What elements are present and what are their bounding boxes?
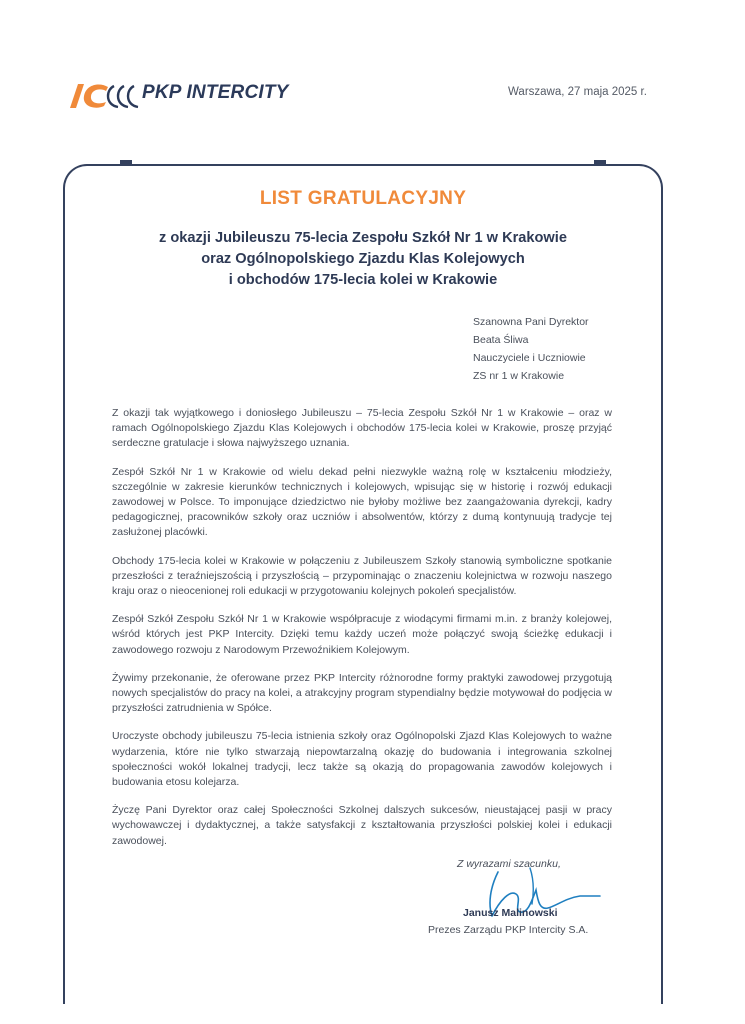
addressee-line: Beata Śliwa (473, 334, 529, 346)
signatory-name: Janusz Malinowski (463, 907, 558, 919)
letter-date: Warszawa, 27 maja 2025 r. (508, 86, 647, 98)
frame-notch-right (594, 160, 606, 166)
addressee-line: ZS nr 1 w Krakowie (473, 370, 565, 382)
frame-notch-left (120, 160, 132, 166)
body-paragraph: Z okazji tak wyjątkowego i doniosłego Jubileuszu – 75-lecia Zespołu Szkół Nr 1 w Krakowie – oraz w ramach Ogólnopolskiego Zjazdu Klas Kolejowych i obchodów 175-lecia kolei w Krakowie, proszę przyjąć serdeczne gratulacje i słowa najwyższego uznania. (112, 407, 612, 450)
intercity-logo-icon (64, 78, 140, 112)
closing-phrase: Z wyrazami szacunku, (457, 858, 561, 870)
signatory-role: Prezes Zarządu PKP Intercity S.A. (428, 924, 589, 936)
subtitle-line: oraz Ogólnopolskiego Zjazdu Klas Kolejowych (201, 251, 525, 267)
pkp-intercity-logo (64, 78, 294, 112)
body-paragraph: Żywimy przekonanie, że oferowane przez PKP Intercity różnorodne formy praktyki zawodowej przygotują nowych specjalistów do pracy na kolei, a atrakcyjny program stypendialny będzie motywował do podjęcia w przyszłości zatrudnienia w Spółce. (112, 671, 612, 715)
letter-body (112, 406, 612, 862)
body-paragraph: Zespół Szkół Nr 1 w Krakowie od wielu dekad pełni niezwykle ważną rolę w kształceniu młodzieży, szczególnie w zakresie kierunków technicznych i kolejowych, wpisując się w historię i rozwój edukacji zawodowej w Polsce. To imponujące dziedzictwo nie byłoby możliwe bez zaangażowania dyrekcji, kadry pedagogicznej, pracowników szkoły oraz uczniów i absolwentów, którzy z dumą kontynuują tradycje tej zasłużonej placówki. (112, 465, 612, 539)
body-paragraph: Uroczyste obchody jubileuszu 75-lecia istnienia szkoły oraz Ogólnopolski Zjazd Klas Kolejowych to ważne wydarzenia, które nie tylko stwarzają niepowtarzalną okazję do budowania i integrowania szkolnej społeczności wokół lokalnej tradycji, lecz także są okazją do propagowania zawodów kolejowych i budowania etosu kolejarza. (112, 730, 612, 789)
addressee-line: Szanowna Pani Dyrektor (473, 316, 589, 328)
body-paragraph: Zespół Szkół Zespołu Szkół Nr 1 w Krakowie współpracuje z wiodącymi firmami m.in. z branży kolejowej, wśród których jest PKP Intercity. Dzięki temu każdy uczeń może połączyć swoją ścieżkę edukacji i zawodowego rozwoju z Narodowym Przewoźnikiem Kolejowym. (112, 613, 612, 656)
body-paragraph: Życzę Pani Dyrektor oraz całej Społeczności Szkolnej dalszych sukcesów, nieustającej pasji w pracy wychowawczej i dydaktycznej, a także satysfakcji z kształtowania przyszłości polskiej kolei i edukacji zawodowej. (112, 804, 612, 847)
letter-title: LIST GRATULACYJNY (259, 188, 467, 209)
subtitle-line: i obchodów 175-lecia kolei w Krakowie (228, 272, 498, 288)
subtitle-line: z okazji Jubileuszu 75-lecia Zespołu Szkół Nr 1 w Krakowie (159, 230, 567, 246)
letter-subtitle (63, 228, 663, 291)
addressee-block (473, 313, 589, 385)
logo-wordmark: PKP INTERCITY (142, 82, 289, 103)
body-paragraph: Obchody 175-lecia kolei w Krakowie w połączeniu z Jubileuszem Szkoły stanowią symboliczne spotkanie przeszłości z teraźniejszością i przyszłością – przypominając o znaczeniu kolejnictwa w rozwoju naszego kraju oraz o nieocenionej roli edukacji w przygotowaniu kolejnych pokoleń specjalistów. (112, 554, 612, 598)
addressee-line: Nauczyciele i Uczniowie (473, 352, 586, 364)
